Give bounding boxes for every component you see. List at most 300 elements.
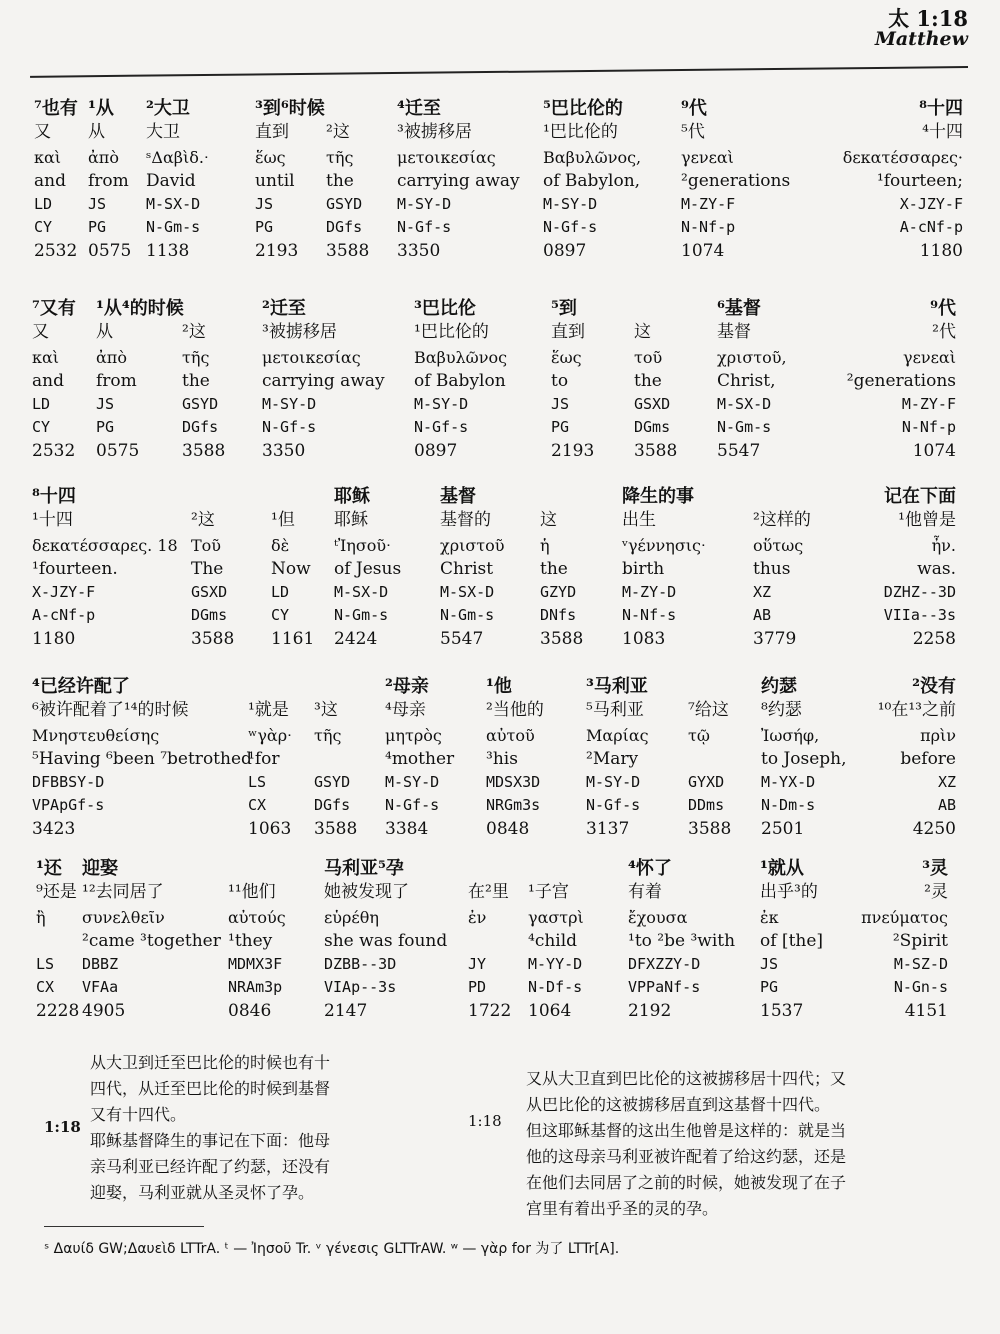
parsing-code: LD bbox=[34, 195, 53, 213]
strongs-number: 4250 bbox=[912, 819, 956, 839]
greek-word: Τοῦ bbox=[191, 536, 222, 555]
greek-word: γενεαὶ bbox=[681, 148, 734, 167]
parsing-code: M-SY-D bbox=[414, 395, 469, 413]
strongs-number: 1180 bbox=[919, 241, 963, 261]
morph-code: VIIa--3s bbox=[883, 606, 956, 624]
english-gloss: The bbox=[191, 559, 224, 579]
strongs-number: 0575 bbox=[88, 241, 132, 261]
strongs-number: 1074 bbox=[681, 241, 725, 261]
morph-code: CY bbox=[271, 606, 290, 624]
greek-word: τῆς bbox=[326, 148, 354, 167]
greek-word: ʷγὰρᐧ bbox=[248, 726, 292, 745]
greek-word: δὲ bbox=[271, 536, 290, 555]
chinese-gloss: ⁹还是 bbox=[36, 882, 77, 902]
chinese-gloss: 直到 bbox=[551, 322, 585, 342]
strongs-number: 2193 bbox=[551, 441, 595, 461]
english-gloss: David bbox=[146, 171, 196, 191]
chinese-gloss: ²这样的 bbox=[753, 510, 811, 530]
english-gloss: the bbox=[326, 171, 354, 191]
greek-word: Βαβυλῶνος, bbox=[543, 148, 642, 167]
parsing-code: M-SX-D bbox=[146, 195, 201, 213]
heading: ¹他 bbox=[486, 676, 512, 697]
strongs-number: 0848 bbox=[486, 819, 530, 839]
morph-code: PD bbox=[468, 978, 487, 996]
chinese-gloss: 从 bbox=[96, 322, 113, 342]
parsing-code: JS bbox=[551, 395, 570, 413]
strongs-number: 1083 bbox=[622, 629, 666, 649]
parsing-code: M-YY-D bbox=[528, 955, 583, 973]
parsing-code: JS bbox=[88, 195, 107, 213]
morph-code: N-Df-s bbox=[528, 978, 583, 996]
morph-code: N-Gf-s bbox=[385, 796, 440, 814]
morph-code: AB bbox=[937, 796, 956, 814]
heading: ⁸十四 bbox=[919, 98, 963, 119]
translation-line: 在他们去同居了之前的时候，她被发现了在子 bbox=[526, 1173, 847, 1192]
strongs-number: 2532 bbox=[32, 441, 76, 461]
morph-code: N-Nf-p bbox=[681, 218, 736, 236]
chinese-gloss: ²这 bbox=[191, 510, 215, 530]
heading: ⁶基督 bbox=[717, 298, 761, 319]
morph-code: DGms bbox=[634, 418, 671, 436]
parsing-code: JS bbox=[760, 955, 779, 973]
parsing-code: M-YX-D bbox=[761, 773, 816, 791]
english-gloss: the bbox=[634, 371, 662, 391]
strongs-number: 3588 bbox=[688, 819, 732, 839]
strongs-number: 4151 bbox=[904, 1001, 948, 1021]
chinese-gloss: 从 bbox=[88, 122, 105, 142]
morph-code: PG bbox=[88, 218, 107, 236]
chinese-gloss: ¹子宫 bbox=[528, 882, 569, 902]
parsing-code: JS bbox=[255, 195, 274, 213]
strongs-number: 1537 bbox=[760, 1001, 804, 1021]
heading: ⁴迁至 bbox=[397, 98, 441, 119]
morph-code: N-Gm-s bbox=[717, 418, 772, 436]
greek-word: χριστοῦ bbox=[440, 536, 505, 555]
parsing-code: GSYD bbox=[314, 773, 351, 791]
chinese-gloss: 基督的 bbox=[440, 510, 491, 530]
strongs-number: 1138 bbox=[146, 241, 190, 261]
page-reference: 太 1:18 bbox=[888, 6, 968, 31]
translation-line: 四代，从迁至巴比伦的时候到基督 bbox=[90, 1079, 331, 1098]
english-gloss: Christ, bbox=[717, 371, 776, 391]
english-gloss: ²generations bbox=[681, 171, 791, 191]
strongs-number: 2192 bbox=[628, 1001, 672, 1021]
strongs-number: 2501 bbox=[761, 819, 805, 839]
strongs-number: 3588 bbox=[540, 629, 584, 649]
strongs-number: 3350 bbox=[397, 241, 441, 261]
parsing-code: LD bbox=[32, 395, 51, 413]
greek-word: τῆς bbox=[314, 726, 342, 745]
parsing-code: M-SX-D bbox=[334, 583, 389, 601]
greek-word: Ἰωσήφ, bbox=[761, 726, 820, 745]
parsing-code: GSXD bbox=[634, 395, 671, 413]
heading: ³到⁶时候 bbox=[255, 98, 325, 119]
english-gloss: ²came ³together bbox=[82, 931, 221, 951]
morph-code: DGfs bbox=[314, 796, 351, 814]
english-gloss: to bbox=[551, 371, 569, 391]
chinese-gloss: 这 bbox=[540, 510, 557, 530]
strongs-number: 3588 bbox=[314, 819, 358, 839]
chinese-gloss: ³这 bbox=[314, 700, 338, 720]
parsing-code: M-SY-D bbox=[586, 773, 641, 791]
translation-line: 从大卫到迁至巴比伦的时候也有十 bbox=[90, 1053, 331, 1072]
english-gloss: carrying away bbox=[397, 171, 520, 191]
heading: 迎娶 bbox=[82, 858, 118, 879]
heading: ⁴怀了 bbox=[628, 858, 672, 879]
heading: ⁹代 bbox=[930, 298, 956, 319]
morph-code: VIAp--3s bbox=[324, 978, 397, 996]
translation-line: 他的这母亲马利亚被许配着了给这约瑟，还是 bbox=[526, 1147, 847, 1166]
left-verse-ref: 1:18 bbox=[44, 1118, 81, 1136]
parsing-code: GYXD bbox=[688, 773, 725, 791]
english-gloss: from bbox=[96, 371, 137, 391]
footnote: ˢ Δαυίδ GW;Δαυεὶδ LTTrA. ᵗ — Ἰησοῦ Tr. ᵛ γένεσις GLTTrAW. ʷ — γὰρ for 为了 LTTr[A]. bbox=[44, 1241, 620, 1257]
heading: 约瑟 bbox=[761, 676, 797, 697]
morph-code: DGfs bbox=[182, 418, 219, 436]
english-gloss: ⁴child bbox=[528, 931, 578, 951]
english-gloss: thus bbox=[753, 559, 791, 579]
strongs-number: 0846 bbox=[228, 1001, 272, 1021]
greek-word: ἦν. bbox=[931, 536, 956, 555]
greek-word: συνελθεῖν bbox=[82, 908, 165, 927]
strongs-number: 3137 bbox=[586, 819, 630, 839]
chinese-gloss: 又 bbox=[34, 122, 51, 142]
left-translation bbox=[90, 1050, 330, 1206]
heading: ²迁至 bbox=[262, 298, 306, 319]
parsing-code: DZHZ--3D bbox=[883, 583, 956, 601]
english-gloss: was. bbox=[917, 559, 956, 579]
heading: 基督 bbox=[440, 486, 476, 507]
morph-code: N-Gf-s bbox=[543, 218, 598, 236]
parsing-code: XZ bbox=[753, 583, 772, 601]
morph-code: N-Gm-s bbox=[146, 218, 201, 236]
strongs-number: 4905 bbox=[82, 1001, 126, 1021]
greek-word: ᵛγέννησιςᐧ bbox=[622, 536, 706, 555]
parsing-code: M-SX-D bbox=[717, 395, 772, 413]
morph-code: A-cNf-p bbox=[899, 218, 963, 236]
translation-line: 又有十四代。 bbox=[90, 1105, 187, 1124]
heading: 记在下面 bbox=[884, 486, 956, 507]
strongs-number: 1074 bbox=[912, 441, 956, 461]
chinese-gloss: ²当他的 bbox=[486, 700, 544, 720]
english-gloss: of Babylon bbox=[414, 371, 506, 391]
greek-word: ˢΔαβὶδ.ᐧ bbox=[146, 148, 209, 167]
parsing-code: DZBB--3D bbox=[324, 955, 397, 973]
heading: 马利亚⁵孕 bbox=[324, 858, 404, 879]
strongs-number: 1161 bbox=[271, 629, 315, 649]
english-gloss: the bbox=[182, 371, 210, 391]
header-rule bbox=[30, 66, 968, 78]
greek-word: ᵗἸησοῦᐧ bbox=[334, 536, 391, 555]
chinese-gloss: ¹他曾是 bbox=[898, 510, 956, 530]
chinese-gloss: ¹巴比伦的 bbox=[543, 122, 618, 142]
english-gloss: ¹fourteen. bbox=[32, 559, 118, 579]
parsing-code: M-SX-D bbox=[440, 583, 495, 601]
morph-code: PG bbox=[551, 418, 570, 436]
greek-word: χριστοῦ, bbox=[717, 348, 787, 367]
heading: 降生的事 bbox=[622, 486, 694, 507]
greek-word: αὐτοῦ bbox=[486, 726, 535, 745]
chinese-gloss: ¹但 bbox=[271, 510, 295, 530]
heading: ²母亲 bbox=[385, 676, 429, 697]
english-gloss: ²Spirit bbox=[892, 931, 948, 951]
greek-word: δεκατέσσαρες. 18 bbox=[32, 536, 178, 555]
greek-word: ἡ bbox=[540, 536, 550, 555]
morph-code: DGms bbox=[191, 606, 228, 624]
parsing-code: M-ZY-D bbox=[622, 583, 677, 601]
morph-code: DNfs bbox=[540, 606, 577, 624]
chinese-gloss: ³被掳移居 bbox=[397, 122, 472, 142]
morph-code: DDms bbox=[688, 796, 725, 814]
greek-word: πνεύματος bbox=[861, 908, 948, 927]
strongs-number: 1180 bbox=[32, 629, 76, 649]
heading: ⁵巴比伦的 bbox=[543, 98, 623, 119]
strongs-number: 2424 bbox=[334, 629, 378, 649]
chinese-gloss: 基督 bbox=[717, 322, 751, 342]
morph-code: N-Nf-p bbox=[901, 418, 956, 436]
greek-word: ἕως bbox=[551, 348, 582, 367]
parsing-code: DBBZ bbox=[82, 955, 119, 973]
greek-word: γενεαὶ bbox=[903, 348, 956, 367]
parsing-code: GSYD bbox=[182, 395, 219, 413]
chinese-gloss: ²这 bbox=[182, 322, 206, 342]
heading: ²大卫 bbox=[146, 98, 190, 119]
chinese-gloss: 耶稣 bbox=[334, 510, 368, 530]
strongs-number: 1064 bbox=[528, 1001, 572, 1021]
parsing-code: X-JZY-F bbox=[899, 195, 963, 213]
greek-word: Βαβυλῶνος bbox=[414, 348, 508, 367]
english-gloss: ¹they bbox=[228, 931, 273, 951]
parsing-code: LS bbox=[36, 955, 55, 973]
english-gloss: ¹for bbox=[248, 749, 280, 769]
footnote-rule bbox=[44, 1226, 204, 1227]
english-gloss: Christ bbox=[440, 559, 494, 579]
parsing-code: DFXZZY-D bbox=[628, 955, 701, 973]
chinese-gloss: ²这 bbox=[326, 122, 350, 142]
parsing-code: XZ bbox=[937, 773, 956, 791]
english-gloss: from bbox=[88, 171, 129, 191]
parsing-code: M-SY-D bbox=[543, 195, 598, 213]
chinese-gloss: 大卫 bbox=[146, 122, 180, 142]
english-gloss: ³his bbox=[486, 749, 518, 769]
morph-code: CX bbox=[248, 796, 267, 814]
morph-code: N-Gf-s bbox=[397, 218, 452, 236]
morph-code: N-Dm-s bbox=[761, 796, 816, 814]
translation-line: 宫里有着出乎圣的灵的孕。 bbox=[526, 1199, 719, 1218]
chinese-gloss: ⁶被许配着了¹⁴的时候 bbox=[32, 700, 189, 720]
morph-code: VPApGf-s bbox=[32, 796, 105, 814]
heading: ⁷又有 bbox=[32, 298, 76, 319]
greek-word: οὕτως bbox=[753, 536, 804, 555]
morph-code: AB bbox=[753, 606, 772, 624]
parsing-code: GSYD bbox=[326, 195, 363, 213]
morph-code: NRGm3s bbox=[486, 796, 541, 814]
morph-code: N-Gn-s bbox=[893, 978, 948, 996]
strongs-number: 0897 bbox=[414, 441, 458, 461]
chinese-gloss: 直到 bbox=[255, 122, 289, 142]
chinese-gloss: ⁸约瑟 bbox=[761, 700, 802, 720]
strongs-number: 2193 bbox=[255, 241, 299, 261]
english-gloss: ¹fourteen; bbox=[876, 171, 963, 191]
heading: ⁴已经许配了 bbox=[32, 676, 130, 697]
parsing-code: MDSX3D bbox=[486, 773, 541, 791]
greek-word: τοῦ bbox=[634, 348, 663, 367]
greek-word: Μαρίας bbox=[586, 726, 649, 745]
morph-code: A-cNf-p bbox=[32, 606, 96, 624]
morph-code: DGfs bbox=[326, 218, 363, 236]
heading: ⁷也有 bbox=[34, 98, 78, 119]
morph-code: N-Gf-s bbox=[586, 796, 641, 814]
english-gloss: and bbox=[32, 371, 64, 391]
parsing-code: M-ZY-F bbox=[681, 195, 736, 213]
greek-word: γαστρὶ bbox=[528, 908, 584, 927]
greek-word: μετοικεσίας bbox=[397, 148, 496, 167]
english-gloss: the bbox=[540, 559, 568, 579]
chinese-gloss: 在²里 bbox=[468, 882, 509, 902]
greek-word: ἀπὸ bbox=[88, 148, 119, 167]
english-gloss: to Joseph, bbox=[761, 749, 847, 769]
heading: ¹还 bbox=[36, 858, 62, 879]
greek-word: ἢ bbox=[36, 908, 46, 927]
greek-word: ἀπὸ bbox=[96, 348, 127, 367]
chinese-gloss: ⁴母亲 bbox=[385, 700, 426, 720]
translation-line: 亲马利亚已经许配了约瑟，还没有 bbox=[90, 1157, 331, 1176]
strongs-number: 2228 bbox=[36, 1001, 80, 1021]
english-gloss: before bbox=[900, 749, 956, 769]
english-gloss: ²Mary bbox=[586, 749, 639, 769]
english-gloss: ⁴mother bbox=[385, 749, 455, 769]
right-verse-ref: 1:18 bbox=[468, 1112, 502, 1130]
greek-word: καὶ bbox=[34, 148, 62, 167]
strongs-number: 5547 bbox=[717, 441, 761, 461]
strongs-number: 3779 bbox=[753, 629, 797, 649]
greek-word: τῆς bbox=[182, 348, 210, 367]
heading: ⁹代 bbox=[681, 98, 707, 119]
english-gloss: carrying away bbox=[262, 371, 385, 391]
translation-line: 耶稣基督降生的事记在下面：他母 bbox=[90, 1131, 331, 1150]
parsing-code: M-SY-D bbox=[385, 773, 440, 791]
english-gloss: ²generations bbox=[846, 371, 956, 391]
greek-word: πρὶν bbox=[920, 726, 956, 745]
chinese-gloss: 有着 bbox=[628, 882, 662, 902]
english-gloss: and bbox=[34, 171, 66, 191]
chinese-gloss: ²代 bbox=[932, 322, 956, 342]
greek-word: τῷ bbox=[688, 726, 710, 745]
strongs-number: 3423 bbox=[32, 819, 76, 839]
strongs-number: 3384 bbox=[385, 819, 429, 839]
strongs-number: 5547 bbox=[440, 629, 484, 649]
strongs-number: 3588 bbox=[326, 241, 370, 261]
english-gloss: of Babylon, bbox=[543, 171, 641, 191]
morph-code: CX bbox=[36, 978, 55, 996]
greek-word: μητρὸς bbox=[385, 726, 442, 745]
english-gloss: until bbox=[255, 171, 295, 191]
translation-line: 但这耶稣基督的这出生他曾是这样的：就是当 bbox=[526, 1121, 847, 1140]
morph-code: CY bbox=[32, 418, 51, 436]
strongs-number: 1063 bbox=[248, 819, 292, 839]
right-translation bbox=[526, 1066, 846, 1222]
parsing-code: M-SY-D bbox=[262, 395, 317, 413]
heading: ²没有 bbox=[912, 676, 956, 697]
chinese-gloss: ¹就是 bbox=[248, 700, 289, 720]
chinese-gloss: 又 bbox=[32, 322, 49, 342]
strongs-number: 3588 bbox=[182, 441, 226, 461]
english-gloss: birth bbox=[622, 559, 665, 579]
chinese-gloss: ⁵马利亚 bbox=[586, 700, 644, 720]
greek-word: αὐτούς bbox=[228, 908, 286, 927]
english-gloss: Now bbox=[271, 559, 311, 579]
heading: ¹就从 bbox=[760, 858, 804, 879]
parsing-code: JY bbox=[468, 955, 487, 973]
heading: ¹从⁴的时候 bbox=[96, 298, 184, 319]
morph-code: PG bbox=[255, 218, 274, 236]
english-gloss: ¹to ²be ³with bbox=[628, 931, 736, 951]
parsing-code: JS bbox=[96, 395, 115, 413]
strongs-number: 2532 bbox=[34, 241, 78, 261]
strongs-number: 1722 bbox=[468, 1001, 512, 1021]
chinese-gloss: ¹十四 bbox=[32, 510, 73, 530]
chinese-gloss: ³被掳移居 bbox=[262, 322, 337, 342]
chinese-gloss: 出生 bbox=[622, 510, 656, 530]
chinese-gloss: ¹¹他们 bbox=[228, 882, 276, 902]
heading: 耶稣 bbox=[334, 486, 370, 507]
parsing-code: GSXD bbox=[191, 583, 228, 601]
morph-code: CY bbox=[34, 218, 53, 236]
morph-code: N-Gf-s bbox=[414, 418, 469, 436]
chinese-gloss: ⁷给这 bbox=[688, 700, 729, 720]
parsing-code: LD bbox=[271, 583, 290, 601]
morph-code: N-Nf-s bbox=[622, 606, 677, 624]
english-gloss: of [the] bbox=[760, 931, 824, 951]
morph-code: PG bbox=[760, 978, 779, 996]
heading: ³灵 bbox=[922, 858, 948, 879]
book-name: Matthew bbox=[874, 28, 968, 50]
morph-code: PG bbox=[96, 418, 115, 436]
greek-word: καὶ bbox=[32, 348, 60, 367]
parsing-code: GZYD bbox=[540, 583, 577, 601]
chinese-gloss: 出乎³的 bbox=[760, 882, 818, 902]
english-gloss: ⁵Having ⁶been ⁷betrothed bbox=[32, 749, 252, 769]
strongs-number: 3350 bbox=[262, 441, 306, 461]
english-gloss: of Jesus bbox=[334, 559, 402, 579]
greek-word: εὑρέθη bbox=[324, 908, 379, 927]
heading: ⁸十四 bbox=[32, 486, 76, 507]
morph-code: N-Gm-s bbox=[440, 606, 495, 624]
strongs-number: 3588 bbox=[634, 441, 678, 461]
chinese-gloss: ¹巴比伦的 bbox=[414, 322, 489, 342]
strongs-number: 2258 bbox=[912, 629, 956, 649]
morph-code: N-Gm-s bbox=[334, 606, 389, 624]
heading: ³马利亚 bbox=[586, 676, 648, 697]
english-gloss: she was found bbox=[324, 931, 448, 951]
chinese-gloss: ⁵代 bbox=[681, 122, 705, 142]
greek-word: δεκατέσσαρες· bbox=[842, 148, 963, 167]
greek-word: ἔχουσα bbox=[628, 908, 688, 927]
parsing-code: X-JZY-F bbox=[32, 583, 96, 601]
greek-word: ἕως bbox=[255, 148, 286, 167]
chinese-gloss: ¹⁰在¹³之前 bbox=[877, 700, 956, 720]
greek-word: Μνηστευθείσης bbox=[32, 726, 160, 745]
heading: ³巴比伦 bbox=[414, 298, 476, 319]
strongs-number: 2147 bbox=[324, 1001, 368, 1021]
chinese-gloss: ¹²去同居了 bbox=[82, 882, 164, 902]
morph-code: VFAa bbox=[82, 978, 119, 996]
greek-word: ἐκ bbox=[760, 908, 779, 927]
heading: ⁵到 bbox=[551, 298, 577, 319]
strongs-number: 3588 bbox=[191, 629, 235, 649]
parsing-code: M-ZY-F bbox=[901, 395, 956, 413]
translation-line: 又从大卫直到巴比伦的这被掳移居十四代；又 bbox=[526, 1069, 847, 1088]
